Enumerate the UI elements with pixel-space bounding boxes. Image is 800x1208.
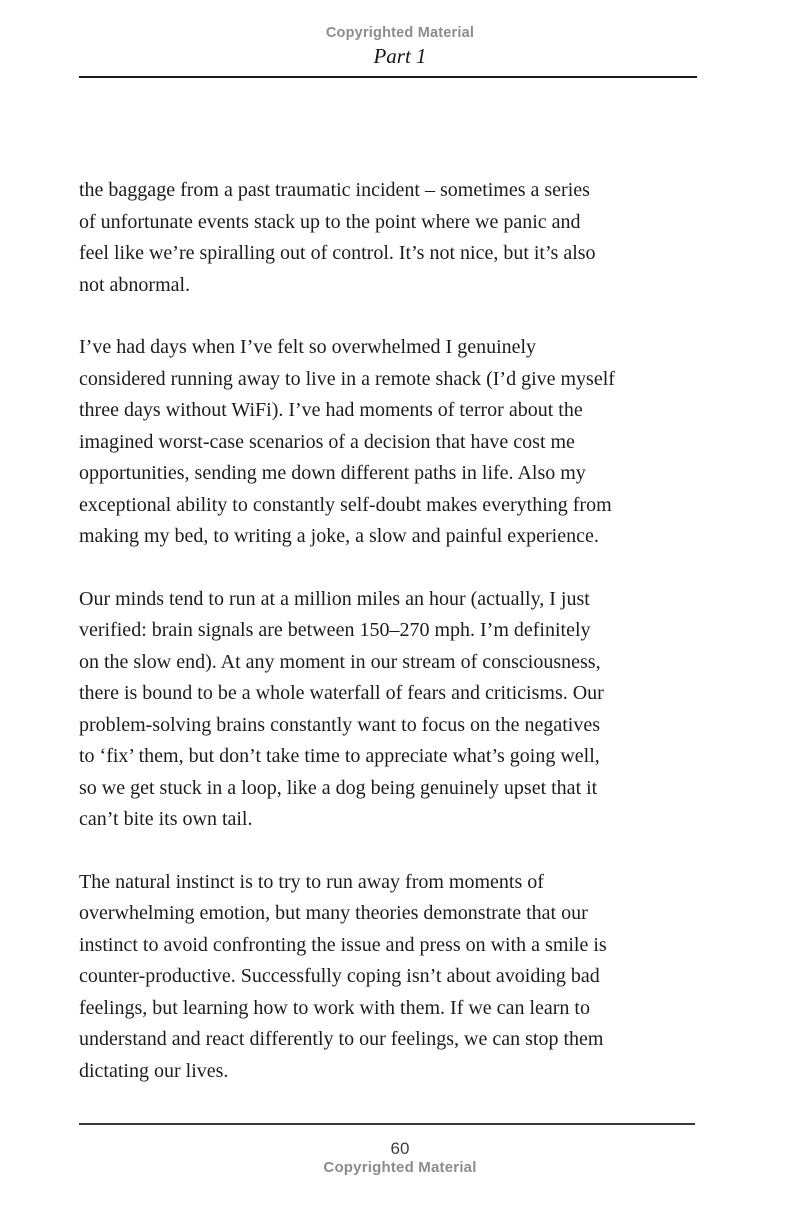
text-line: making my bed, to writing a joke, a slow and painful experience.: [79, 525, 599, 547]
text-line: instinct to avoid confronting the issue and press on with a smile is: [79, 933, 607, 956]
page-body: [79, 175, 704, 1118]
text-line: understand and react differently to our feelings, we can stop them: [79, 1028, 604, 1050]
paragraph: [79, 584, 704, 836]
page-number: 60: [390, 1139, 410, 1158]
text-line: dictating our lives.: [79, 1059, 229, 1082]
text-line: on the slow end). At any moment in our stream of consciousness,: [79, 650, 601, 673]
copyright-notice-bottom: Copyrighted Material: [323, 1159, 477, 1176]
text-line: I’ve had days when I’ve felt so overwhelmed I genuinely: [79, 336, 537, 358]
copyright-notice-top: Copyrighted Material: [325, 25, 475, 41]
text-line: so we get stuck in a loop, like a dog being genuinely upset that it: [79, 776, 598, 799]
header-rule: [79, 76, 697, 78]
text-line: of unfortunate events stack up to the point where we panic and: [79, 210, 581, 233]
page-header: [0, 0, 800, 78]
text-line: there is bound to be a whole waterfall of fears and criticisms. Our: [79, 682, 604, 704]
text-line: three days without WiFi). I’ve had moments of terror about the: [79, 399, 583, 421]
text-line: The natural instinct is to try to run away from moments of: [79, 870, 544, 893]
text-line: considered running away to live in a remote shack (I’d give myself: [79, 367, 615, 390]
text-line: overwhelming emotion, but many theories demonstrate that our: [79, 902, 588, 924]
text-line: exceptional ability to constantly self-doubt makes everything from: [79, 493, 612, 516]
text-line: can’t bite its own tail.: [79, 808, 253, 830]
text-line: opportunities, sending me down different paths in life. Also my: [79, 462, 586, 484]
paragraph: [79, 175, 704, 301]
text-line: to ‘fix’ them, but don’t take time to appreciate what’s going well,: [79, 745, 600, 767]
text-line: imagined worst-case scenarios of a decision that have cost me: [79, 430, 575, 453]
text-line: feel like we’re spiralling out of control. It’s not nice, but it’s also: [79, 242, 596, 264]
text-line: verified: brain signals are between 150–270 mph. I’m definitely: [79, 619, 591, 641]
text-line: counter-productive. Successfully coping isn’t about avoiding bad: [79, 965, 600, 987]
paragraph: [79, 332, 704, 553]
paragraph: [79, 867, 704, 1088]
text-line: feelings, but learning how to work with them. If we can learn to: [79, 996, 590, 1019]
text-line: not abnormal.: [79, 273, 191, 296]
text-line: problem-solving brains constantly want to focus on the negatives: [79, 713, 601, 736]
text-line: the baggage from a past traumatic incident – sometimes a series: [79, 179, 590, 201]
page-footer: [0, 1123, 800, 1175]
text-line: Our minds tend to run at a million miles an hour (actually, I just: [79, 587, 590, 610]
part-title: Part 1: [373, 44, 427, 68]
footer-rule: [79, 1123, 695, 1125]
